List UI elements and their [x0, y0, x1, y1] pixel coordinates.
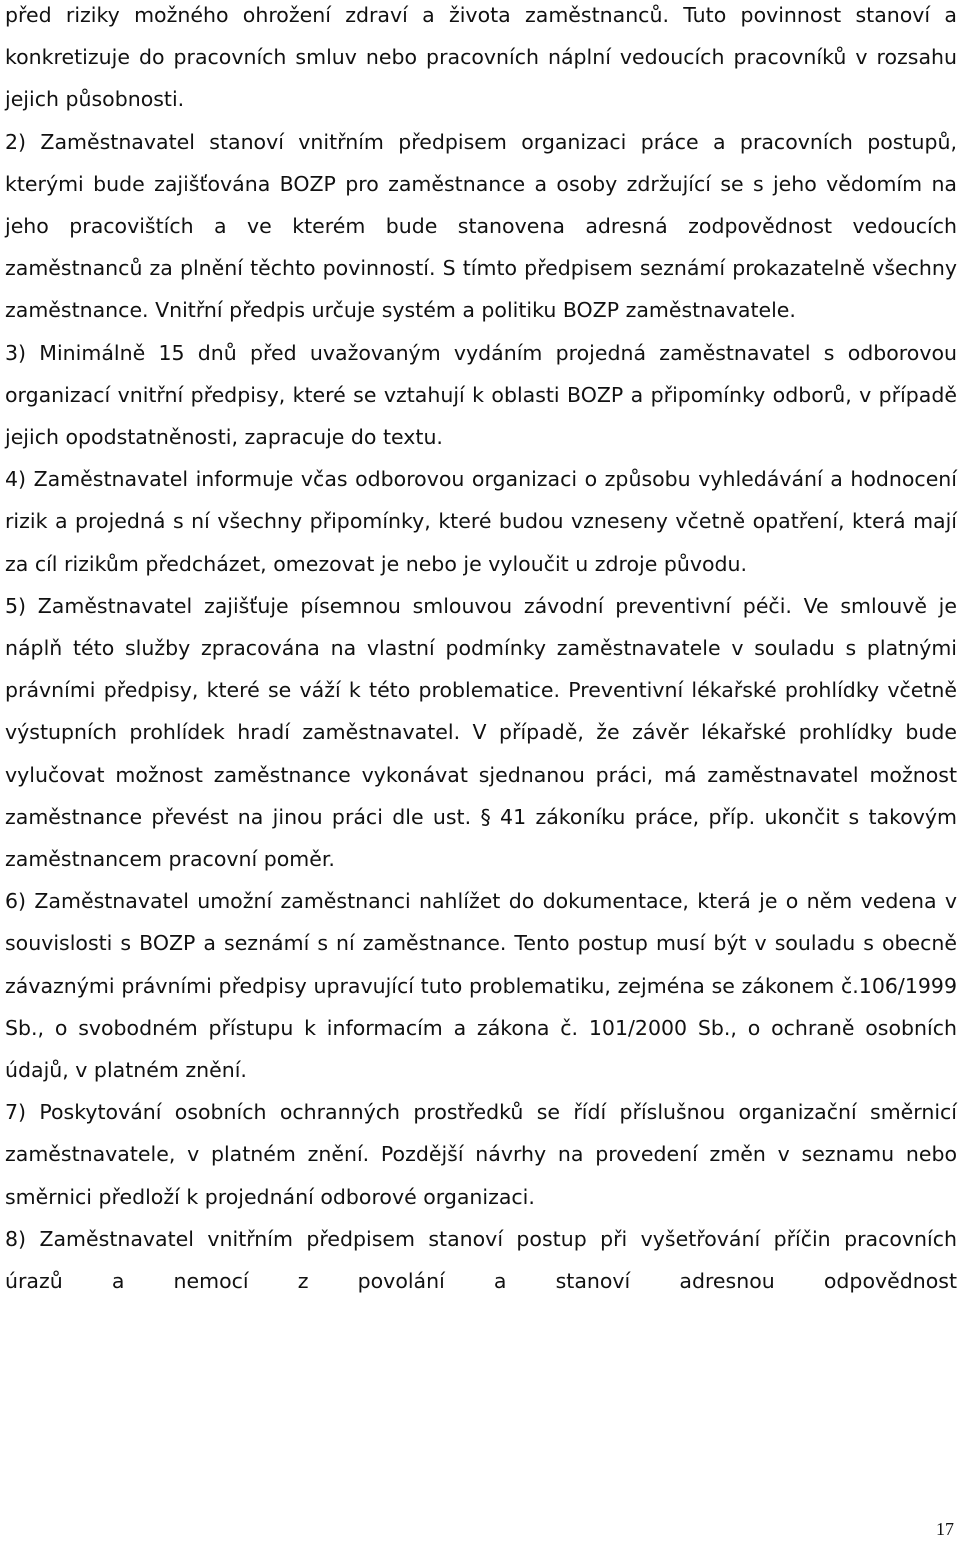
paragraph-continuation: před riziky možného ohrožení zdraví a života zaměstnanců. Tuto povinnost stanoví a konkretizuje do pracovních smluv nebo pracovních náplní vedoucích pracovníků v rozsahu jejich působnosti. — [5, 3, 957, 112]
paragraph-6: 6) Zaměstnavatel umožní zaměstnanci nahlížet do dokumentace, která je o něm vedena v souvislosti s BOZP a seznámí s ní zaměstnance. Tento postup musí být v souladu s obecně závaznými právními předpisy upravující tuto problematiku, zejména se zákonem č.106/1999 Sb., o svobodném přístupu k informacím a zákona č. 101/2000 Sb., o ochraně osobních údajů, v platném znění. — [5, 889, 957, 1083]
paragraph-5: 5) Zaměstnavatel zajišťuje písemnou smlouvou závodní preventivní péči. Ve smlouvě je náplň této služby zpracována na vlastní podmínky zaměstnavatele v souladu s platnými právními předpisy, které se váží k této problematice. Preventivní lékařské prohlídky včetně výstupních prohlídek hradí zaměstnavatel. V případě, že závěr lékařské prohlídky bude vylučovat možnost zaměstnance vykonávat sjednanou práci, má zaměstnavatel možnost zaměstnance převést na jinou práci dle ust. § 41 zákoníku práce, příp. ukončit s takovým zaměstnancem pracovní poměr. — [5, 593, 957, 872]
paragraph-4: 4) Zaměstnavatel informuje včas odborovou organizaci o způsobu vyhledávání a hodnocení rizik a projedná s ní všechny připomínky, které budou vzneseny včetně opatření, která mají za cíl rizikům předcházet, omezovat je nebo je vyloučit u zdroje původu. — [5, 467, 957, 576]
paragraph-3: 3) Minimálně 15 dnů před uvažovaným vydáním projedná zaměstnavatel s odborovou organizací vnitřní předpisy, které se vztahují k oblasti BOZP a připomínky odborů, v případě jejich opodstatněnosti, zapracuje do textu. — [5, 340, 957, 450]
paragraph-8: 8) Zaměstnavatel vnitřním předpisem stanoví postup při vyšetřování příčin pracovních úrazů a nemocí z povolání a stanoví adresnou odpovědnost — [5, 1226, 957, 1294]
document-body — [5, 0, 957, 1302]
paragraph-7: 7) Poskytování osobních ochranných prostředků se řídí příslušnou organizační směrnicí zaměstnavatele, v platném znění. Pozdější návrhy na provedení změn v seznamu nebo směrnici předloží k projednání odborové organizaci. — [5, 1100, 957, 1209]
paragraph-2: 2) Zaměstnavatel stanoví vnitřním předpisem organizaci práce a pracovních postupů, kterými bude zajišťována BOZP pro zaměstnance a osoby zdržující se s jeho vědomím na jeho pracovištích a ve kterém bude stanovena adresná zodpovědnost vedoucích zaměstnanců za plnění těchto povinností. S tímto předpisem seznámí prokazatelně všechny zaměstnance. Vnitřní předpis určuje systém a politiku BOZP zaměstnavatele. — [5, 129, 957, 323]
page-number: 17 — [936, 1519, 954, 1539]
